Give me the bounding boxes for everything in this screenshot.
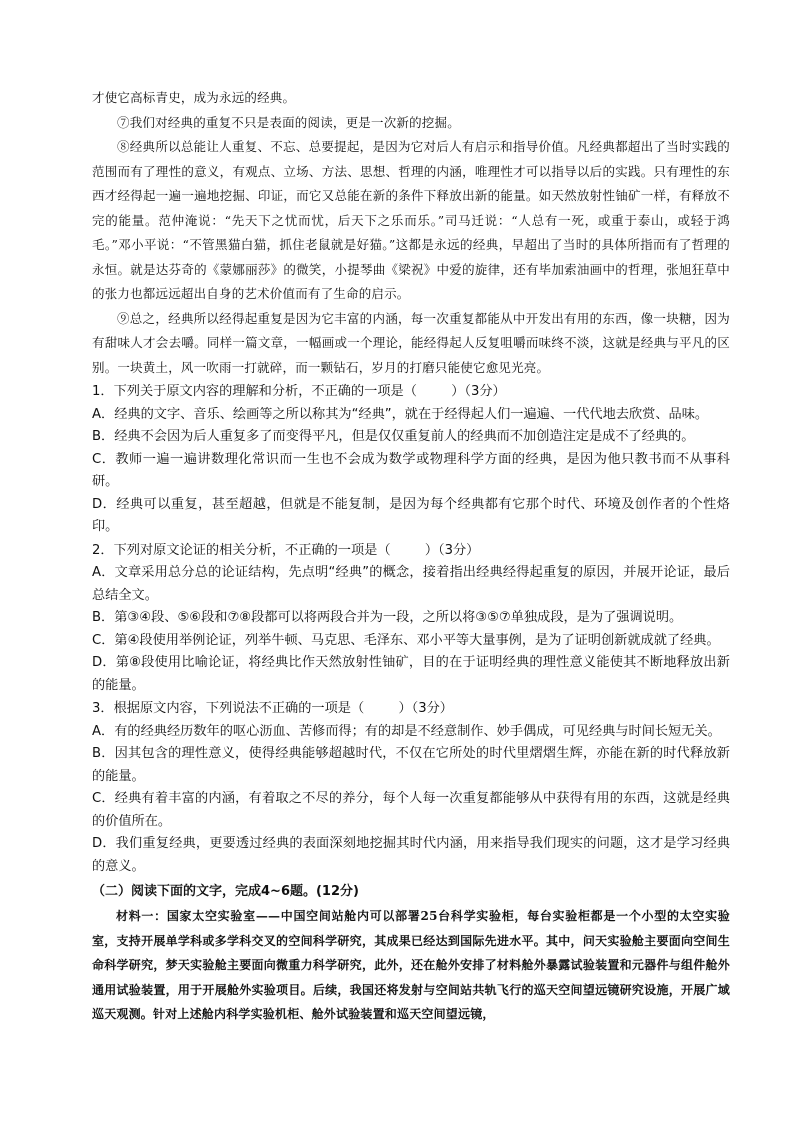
question-block-1: [92, 381, 730, 539]
material-one: 材料一：国家太空实验室——中国空间站舱内可以部署25台科学实验柜，每台实验柜都是一个小型的太空实验室，支持开展单学科或多学科交叉的空间科学研究，其成果已经达到国际先进水平。其中，问天实验舱主要面向空间生命科学研究，梦天实验舱主要面向微重力科学研究，此外，还在舱外安排了材料舱外暴露试验装置和元器件与组件舱外通用试验装置，用于开展舱外实验项目。后续，我国还将发射与空间站共轨飞行的巡天空间望远镜研究设施，开展广域巡天观测。针对上述舱内科学实验机柜、舱外试验装置和巡天空间望远镜，: [92, 909, 730, 1021]
option-d: D．我们重复经典，更要透过经典的表面深刻地挖掘其时代内涵，用来指导我们现实的问题，这才是学习经典的意义。: [92, 836, 730, 874]
passage-paragraph-9: ⑨总之，经典所以经得起重复是因为它丰富的内涵，每一次重复都能从中开发出有用的东西，像一块糖，因为有甜味人才会去嚼。同样一篇文章，一幅画或一个理论，能经得起人反复咀嚼而味终不淡，这就是经典与平凡的区别。一块黄土，风一吹雨一打就碎，而一颗钻石，岁月的打磨只能使它愈见光亮。: [92, 310, 730, 375]
option-a: A．经典的文字、音乐、绘画等之所以称其为“经典”，就在于经得起人们一遍遍、一代代地去欣赏、品味。: [92, 406, 709, 422]
question-block-3: [92, 698, 730, 878]
passage-paragraph-8: ⑧经典所以总能让人重复、不忘、总要提起，是因为它对后人有启示和指导价值。凡经典都超出了当时实践的范围而有了理性的意义，有观点、立场、方法、思想、哲理的内涵，唯理性才可以指导以后的实践。只有理性的东西才经得起一遍一遍地挖掘、印证，而它又总能在新的条件下释放出新的能量。如天然放射性铀矿一样，有释放不完的能量。范仲淹说：“先天下之忧而忧，后天下之乐而乐。”司马迁说：“人总有一死，或重于泰山，或轻于鸿毛。”邓小平说：“不管黑猫白猫，抓住老鼠就是好猫。”这都是永远的经典，早超出了当时的具体所指而有了哲理的永恒。就是达芬奇的《蒙娜丽莎》的微笑，小提琴曲《梁祝》中爱的旋律，还有毕加索油画中的哲理，张旭狂草中的张力也都远远超出自身的艺术价值而有了生命的启示。: [92, 139, 730, 301]
question-stem: 3．根据原文内容，下列说法不正确的一项是（ ）（3分）: [92, 701, 453, 716]
option-c: C．第④段使用举例论证，列举牛顿、马克思、毛泽东、邓小平等大量事例，是为了证明创新就成就了经典。: [92, 632, 720, 648]
option-a: A．文章采用总分总的论证结构，先点明“经典”的概念，接着指出经典经得起重复的原因，并展开论证，最后总结全文。: [92, 565, 730, 603]
option-c: C．经典有着丰富的内涵，有着取之不尽的养分，每个人每一次重复都能够从中获得有用的东西，这就是经典的价值所在。: [92, 791, 730, 829]
section-two: [92, 880, 730, 1027]
passage-paragraph-7: ⑦我们对经典的重复不只是表面的阅读，更是一次新的挖掘。: [117, 114, 460, 130]
option-b: B．经典不会因为后人重复多了而变得平凡，但是仅仅重复前人的经典而不加创造注定是成不了经典的。: [92, 429, 695, 444]
question-block-2: [92, 540, 730, 698]
option-a: A．有的经典经历数年的呕心沥血、苦修而得；有的却是不经意制作、妙手偶成，可见经典与时间长短无关。: [92, 723, 721, 739]
option-c: C．教师一遍一遍讲数理化常识而一生也不会成为数学或物理科学方面的经典，是因为他只教书而不从事科研。: [92, 451, 730, 489]
option-d: D．经典可以重复，甚至超越，但就是不能复制，是因为每个经典都有它那个时代、环境及创作者的个性烙印。: [92, 496, 730, 534]
option-b: B．第③④段、⑤⑥段和⑦⑧段都可以将两段合并为一段，之所以将③⑤⑦单独成段，是为了强调说明。: [92, 610, 683, 625]
option-b: B．因其包含的理性意义，使得经典能够超越时代，不仅在它所处的时代里熠熠生辉，亦能在新的时代释放新的能量。: [92, 746, 730, 784]
question-stem: 1．下列关于原文内容的理解和分析，不正确的一项是（ ）（3分）: [92, 384, 506, 399]
passage-paragraph-continued: 才使它高标青史，成为永远的经典。: [92, 90, 296, 105]
section-title: （二）阅读下面的文字，完成4~6题。(12分): [92, 884, 359, 899]
exam-page: [92, 86, 730, 1027]
option-d: D．第⑧段使用比喻论证，将经典比作天然放射性铀矿，目的在于证明经典的理性意义能使其不断地释放出新的能量。: [92, 655, 730, 693]
question-stem: 2．下列对原文论证的相关分析，不正确的一项是（ ）（3分）: [92, 542, 480, 558]
reading-passage: [92, 86, 730, 380]
